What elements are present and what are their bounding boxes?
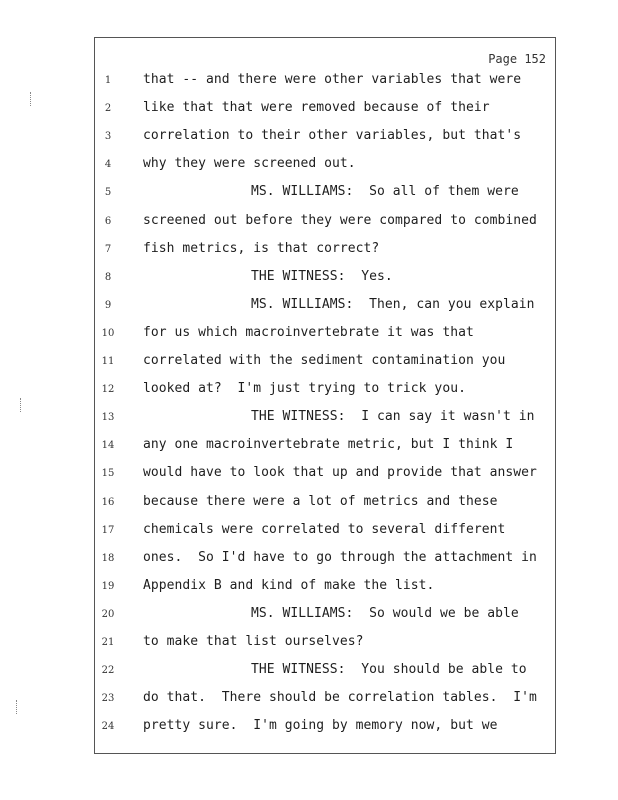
line-text: MS. WILLIAMS: So would we be able — [251, 605, 519, 621]
line-text: that -- and there were other variables that were — [143, 72, 522, 87]
line-text: Appendix B and kind of make the list. — [143, 577, 435, 593]
transcript-line — [0, 184, 618, 204]
transcript-line — [0, 662, 618, 682]
transcript-line — [0, 690, 618, 710]
transcript-line — [0, 156, 618, 176]
line-number: 5 — [104, 187, 112, 199]
transcript-line — [0, 325, 618, 345]
transcript-line — [0, 269, 618, 289]
transcript-line — [0, 381, 618, 401]
line-number: 6 — [104, 215, 112, 227]
line-number: 23 — [101, 693, 115, 705]
transcript-line — [0, 437, 618, 457]
line-text: MS. WILLIAMS: So all of them were — [251, 184, 519, 200]
line-number: 21 — [101, 637, 115, 648]
transcript-line — [0, 72, 618, 92]
transcript-line — [0, 550, 618, 570]
line-number: 14 — [101, 440, 115, 452]
transcript-line — [0, 213, 618, 233]
transcript-line — [0, 100, 618, 120]
line-number: 2 — [104, 103, 112, 115]
line-text: do that. There should be correlation tables. I'm — [143, 690, 537, 706]
transcript-line — [0, 128, 618, 148]
line-text: looked at? I'm just trying to trick you. — [143, 381, 466, 397]
line-number: 17 — [101, 524, 115, 536]
line-number: 3 — [104, 131, 112, 143]
line-number: 22 — [101, 665, 115, 677]
line-text: ones. So I'd have to go through the attachment in — [143, 549, 537, 565]
line-text: would have to look that up and provide that answer — [143, 465, 537, 481]
line-number: 16 — [101, 496, 115, 508]
line-number: 8 — [104, 271, 112, 283]
page-number: Page 152 — [488, 52, 546, 66]
transcript-line — [0, 718, 618, 738]
line-number: 18 — [101, 552, 115, 564]
transcript-line — [0, 522, 618, 542]
transcript-line — [0, 606, 618, 626]
line-text: THE WITNESS: Yes. — [251, 268, 393, 284]
line-text: correlated with the sediment contamination you — [143, 353, 506, 368]
line-number: 1 — [104, 75, 112, 86]
transcript-line — [0, 578, 618, 598]
line-text: correlation to their other variables, but that's — [143, 128, 522, 144]
line-number: 7 — [104, 243, 112, 255]
line-text: pretty sure. I'm going by memory now, but we — [143, 718, 498, 734]
transcript-line — [0, 353, 618, 373]
line-number: 4 — [104, 159, 112, 171]
line-text: screened out before they were compared to combined — [143, 212, 537, 228]
line-number: 15 — [101, 468, 115, 480]
line-text: to make that list ourselves? — [143, 634, 364, 649]
transcript-line — [0, 297, 618, 317]
transcript-line — [0, 241, 618, 261]
transcript-line — [0, 494, 618, 514]
line-number: 13 — [101, 412, 115, 424]
transcript-line — [0, 465, 618, 485]
line-text: MS. WILLIAMS: Then, can you explain — [251, 296, 535, 312]
line-number: 24 — [101, 721, 115, 733]
line-number: 19 — [101, 580, 115, 592]
line-number: 10 — [101, 327, 115, 339]
transcript-line — [0, 634, 618, 654]
line-text: THE WITNESS: I can say it wasn't in — [251, 409, 535, 425]
transcript-line — [0, 409, 618, 429]
line-text: chemicals were correlated to several different — [143, 521, 506, 537]
line-text: any one macroinvertebrate metric, but I think I — [143, 437, 514, 453]
line-text: fish metrics, is that correct? — [143, 240, 380, 256]
line-number: 11 — [101, 356, 115, 367]
line-text: why they were screened out. — [143, 156, 356, 172]
line-number: 9 — [104, 299, 112, 311]
line-text: like that that were removed because of their — [143, 100, 490, 116]
line-text: because there were a lot of metrics and these — [143, 493, 498, 509]
line-text: THE WITNESS: You should be able to — [251, 662, 527, 678]
line-number: 12 — [101, 384, 115, 396]
line-text: for us which macroinvertebrate it was that — [143, 324, 474, 340]
line-number: 20 — [101, 608, 115, 620]
